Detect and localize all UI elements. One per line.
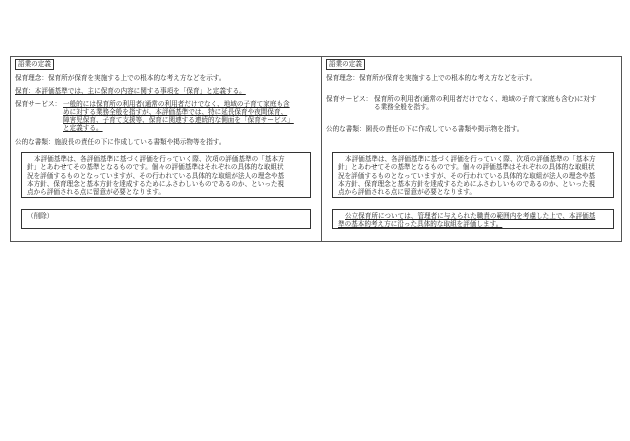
right-note-box bbox=[332, 152, 614, 198]
comparison-table bbox=[10, 56, 622, 242]
left-box-line: 点から評価される点に留意が必要となります。 bbox=[27, 188, 165, 197]
left-deleted-box bbox=[21, 209, 311, 229]
right-public-note-box bbox=[332, 209, 614, 229]
left-philosophy: 保育理念：保育所が保育を実施する上での根本的な考え方などを示す。 bbox=[15, 74, 226, 82]
right-note-line: 準の基本的考え方に沿った具体的な取組を評価します。 bbox=[338, 220, 503, 229]
right-service bbox=[326, 95, 617, 113]
deleted-label: （削除） bbox=[27, 212, 54, 220]
right-note-line: 公立保育所については、管理者に与えられた職責の範囲内を考慮した上で、本評価基 bbox=[345, 212, 596, 220]
right-box-line: 本方針、保育理念と基本方針を達成するためにふさわしいものであるのか、といった視 bbox=[338, 179, 596, 188]
left-box-line: 本方針、保育理念と基本方針を達成するためにふさわしいものであるのか、といった視 bbox=[27, 179, 285, 188]
right-documents: 公的な書類：園長の責任の下に作成している書類や掲示物を指す。 bbox=[326, 125, 524, 133]
right-philosophy: 保育理念：保育所が保育を実施する上での根本的な考え方などを示す。 bbox=[326, 74, 537, 82]
right-column bbox=[322, 57, 621, 241]
right-box-line: 針」とあわせてその基準となるものです。個々の評価基準はそれぞれの具体的な取組状 bbox=[338, 163, 595, 172]
right-heading: 語業の定義 bbox=[326, 59, 365, 70]
left-column bbox=[11, 57, 322, 241]
left-box-line: 本評価基準は、各評価基準に基づく評価を行っていく際、次項の評価基準の「基本方 bbox=[34, 155, 285, 163]
left-box-line: 況を評価するものとなっていますが、その行われている具体的な取組が法人の理念や基 bbox=[27, 171, 285, 180]
left-service bbox=[15, 100, 317, 134]
left-service-line: 一般的には保育所の利用者(通常の利用者だけでなく、地域の子育て家庭も含 bbox=[63, 100, 290, 108]
right-box-line: 本評価基準は、各評価基準に基づく評価を行っていく際、次項の評価基準の「基本方 bbox=[345, 155, 596, 163]
right-service-label: 保育サービス： bbox=[326, 95, 373, 103]
left-service-line: 障害児保育、子育て支援等、保育に関連する連続的な側面を「保育サービス」 bbox=[63, 116, 294, 124]
left-policy: 保育：本評価基準では、主に保育の内容に関する事項を「保育」と定義する。 bbox=[15, 87, 246, 95]
left-note-box bbox=[21, 152, 311, 198]
left-service-line: と定義する。 bbox=[63, 124, 103, 132]
left-documents: 公的な書類：施設長の責任の下に作成している書類や掲示物等を指す。 bbox=[15, 138, 226, 146]
left-box-line: 針」とあわせてその基準となるものです。個々の評価基準はそれぞれの具体的な取組状 bbox=[27, 163, 284, 172]
left-heading: 語業の定義 bbox=[15, 59, 54, 70]
right-service-line: る業務全般を指す。 bbox=[374, 103, 433, 111]
right-service-line: 保育所の利用者(通常の利用者だけでなく、地域の子育て家庭も含む)に対す bbox=[374, 95, 597, 103]
right-box-line: 点から評価される点に留意が必要となります。 bbox=[338, 188, 476, 197]
right-box-line: 況を評価するものとなっていますが、その行われている具体的な取組が法人の理念や基 bbox=[338, 171, 596, 180]
left-service-label: 保育サービス： bbox=[15, 100, 62, 108]
left-service-line: めに対する業務全般を指すが、本評価基準では、特に延長保育や夜間保育、 bbox=[63, 108, 288, 116]
